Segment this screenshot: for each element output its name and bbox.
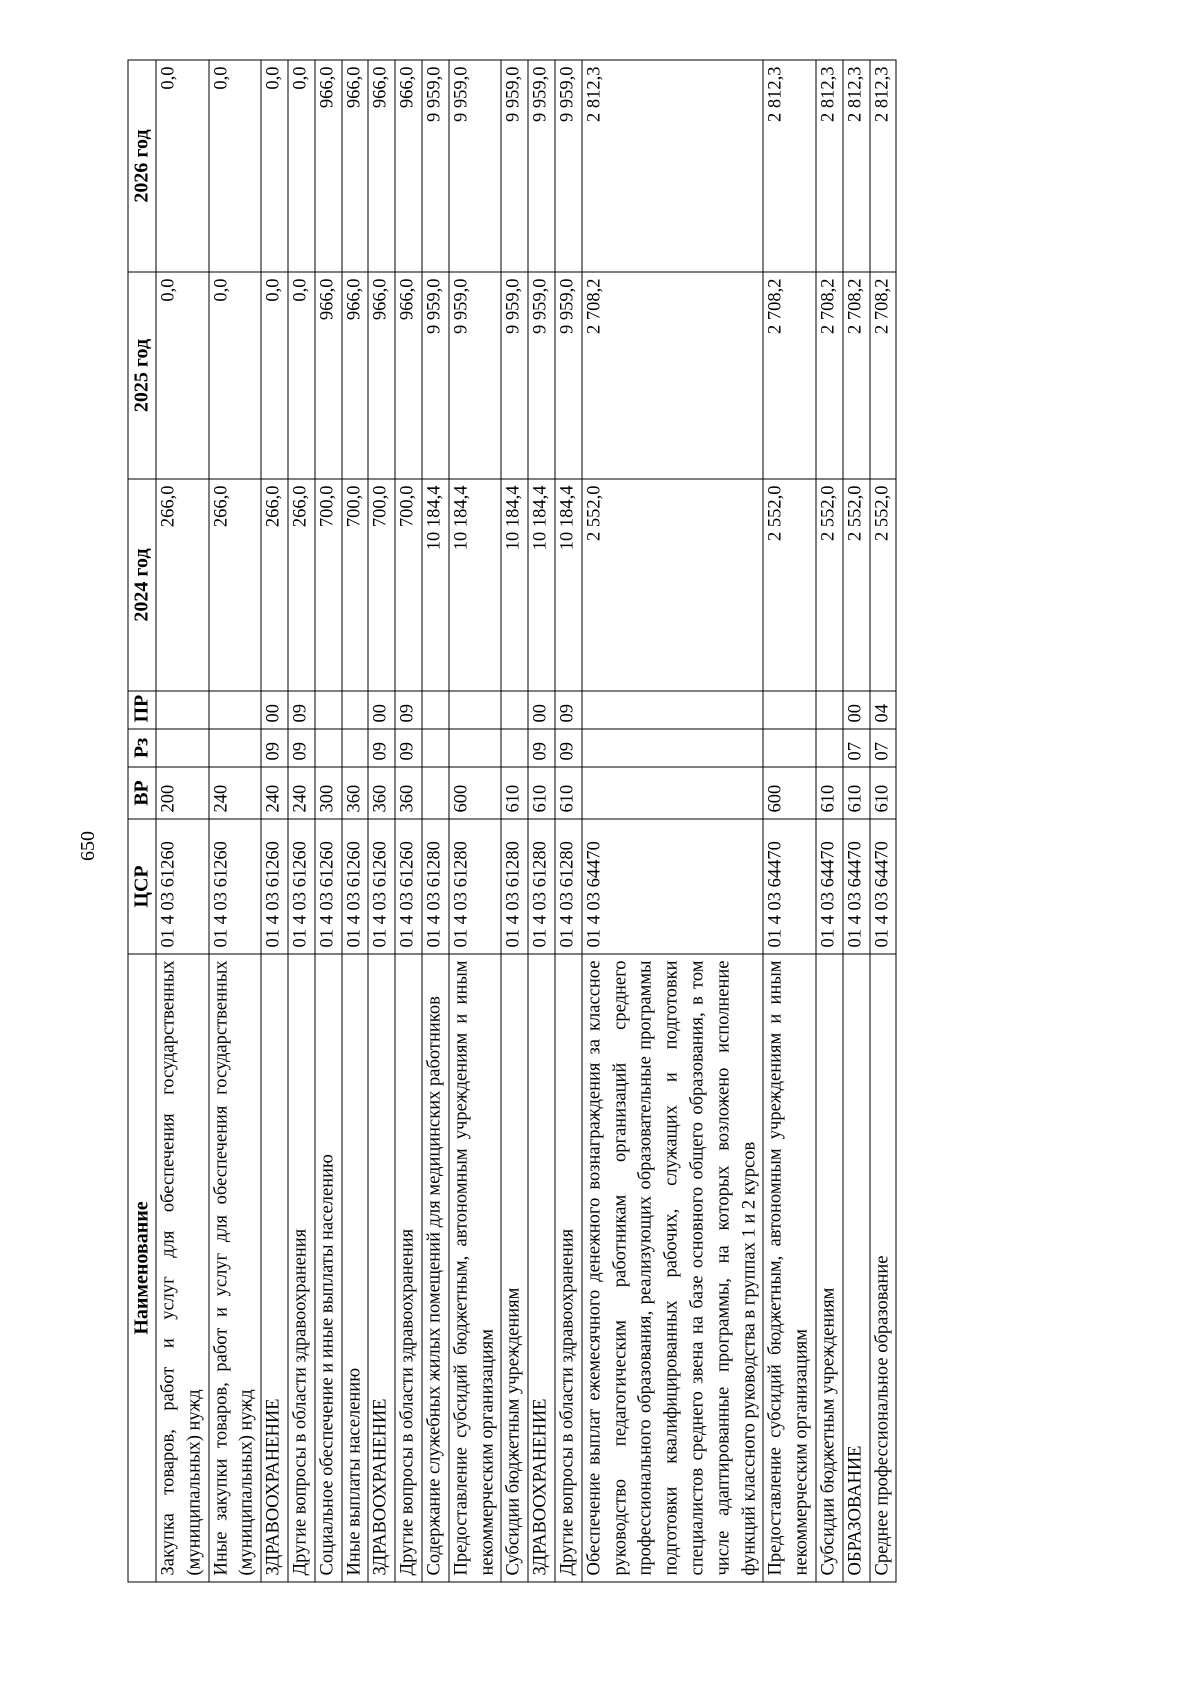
cell-2024: 10 184,4 bbox=[528, 479, 555, 691]
cell-2025: 9 959,0 bbox=[501, 272, 528, 479]
table-row bbox=[395, 60, 422, 1582]
cell-2024: 266,0 bbox=[288, 479, 315, 691]
cell-pr bbox=[501, 691, 528, 729]
cell-rz bbox=[422, 729, 449, 767]
cell-pr bbox=[582, 691, 764, 729]
cell-csr: 01 4 03 64470 bbox=[843, 819, 870, 954]
header-rz: Рз bbox=[128, 729, 156, 767]
cell-name: ЗДРАВООХРАНЕНИЕ bbox=[368, 954, 395, 1582]
header-2024: 2024 год bbox=[128, 479, 156, 691]
table-row bbox=[582, 60, 764, 1582]
cell-2026: 9 959,0 bbox=[528, 60, 555, 272]
cell-2026: 966,0 bbox=[368, 60, 395, 272]
cell-rz: 07 bbox=[843, 729, 870, 767]
header-name: Наименование bbox=[128, 954, 156, 1582]
cell-2025: 9 959,0 bbox=[449, 272, 502, 479]
table-row bbox=[342, 60, 369, 1582]
table-row bbox=[555, 60, 582, 1582]
cell-rz: 09 bbox=[288, 729, 315, 767]
budget-table bbox=[128, 59, 897, 1582]
table-row bbox=[315, 60, 342, 1582]
table-row bbox=[422, 60, 449, 1582]
cell-vr: 240 bbox=[261, 767, 288, 819]
cell-2024: 266,0 bbox=[209, 479, 262, 691]
cell-2024: 266,0 bbox=[261, 479, 288, 691]
cell-csr: 01 4 03 61260 bbox=[315, 819, 342, 954]
cell-csr: 01 4 03 61280 bbox=[528, 819, 555, 954]
cell-2026: 966,0 bbox=[395, 60, 422, 272]
cell-rz bbox=[501, 729, 528, 767]
cell-name: ЗДРАВООХРАНЕНИЕ bbox=[528, 954, 555, 1582]
cell-2025: 966,0 bbox=[342, 272, 369, 479]
table-row bbox=[870, 60, 897, 1582]
cell-vr: 610 bbox=[555, 767, 582, 819]
cell-2026: 2 812,3 bbox=[582, 60, 764, 272]
cell-2025: 2 708,2 bbox=[816, 272, 843, 479]
cell-2025: 0,0 bbox=[261, 272, 288, 479]
cell-rz bbox=[449, 729, 502, 767]
cell-rz: 09 bbox=[261, 729, 288, 767]
cell-csr: 01 4 03 61280 bbox=[449, 819, 502, 954]
header-vr: ВР bbox=[128, 767, 156, 819]
cell-vr: 610 bbox=[816, 767, 843, 819]
cell-2026: 9 959,0 bbox=[449, 60, 502, 272]
cell-pr bbox=[156, 691, 209, 729]
cell-vr: 300 bbox=[315, 767, 342, 819]
cell-2024: 10 184,4 bbox=[501, 479, 528, 691]
cell-2026: 2 812,3 bbox=[870, 60, 897, 272]
cell-csr: 01 4 03 61260 bbox=[342, 819, 369, 954]
cell-2025: 9 959,0 bbox=[555, 272, 582, 479]
cell-pr bbox=[763, 691, 816, 729]
cell-csr: 01 4 03 61260 bbox=[288, 819, 315, 954]
cell-rz: 07 bbox=[870, 729, 897, 767]
table-row bbox=[209, 60, 262, 1582]
table-row bbox=[816, 60, 843, 1582]
cell-2026: 9 959,0 bbox=[422, 60, 449, 272]
cell-name: Иные выплаты населению bbox=[342, 954, 369, 1582]
cell-vr: 600 bbox=[449, 767, 502, 819]
cell-vr: 610 bbox=[501, 767, 528, 819]
cell-csr: 01 4 03 61260 bbox=[395, 819, 422, 954]
cell-name: Предоставление субсидий бюджетным, автономным учреждениям и иным некоммерческим организациям bbox=[763, 954, 816, 1582]
cell-vr: 360 bbox=[368, 767, 395, 819]
cell-pr: 09 bbox=[288, 691, 315, 729]
cell-vr bbox=[422, 767, 449, 819]
cell-2025: 2 708,2 bbox=[870, 272, 897, 479]
cell-2026: 2 812,3 bbox=[816, 60, 843, 272]
cell-vr: 200 bbox=[156, 767, 209, 819]
table-row bbox=[843, 60, 870, 1582]
cell-rz: 09 bbox=[368, 729, 395, 767]
cell-pr: 09 bbox=[555, 691, 582, 729]
cell-pr: 00 bbox=[261, 691, 288, 729]
cell-name: Обеспечение выплат ежемесячного денежного вознаграждения за классное руководство педагогическим работникам организаций среднего профессионального образования, реализующих образовательные программы подготовки квалифицированных рабочих, служащих и подготовки специалистов среднего звена на базе основного общего образования, в том числе адаптированные программы, на которых возложено исполнение функций классного руководства в группах 1 и 2 курсов bbox=[582, 954, 764, 1582]
header-pr: ПР bbox=[128, 691, 156, 729]
cell-name: Субсидии бюджетным учреждениям bbox=[501, 954, 528, 1582]
table-row bbox=[288, 60, 315, 1582]
cell-vr: 600 bbox=[763, 767, 816, 819]
cell-pr bbox=[816, 691, 843, 729]
table-row bbox=[449, 60, 502, 1582]
cell-csr: 01 4 03 64470 bbox=[870, 819, 897, 954]
cell-2024: 2 552,0 bbox=[816, 479, 843, 691]
cell-name: Другие вопросы в области здравоохранения bbox=[395, 954, 422, 1582]
cell-rz bbox=[816, 729, 843, 767]
cell-rz bbox=[763, 729, 816, 767]
cell-vr: 610 bbox=[843, 767, 870, 819]
cell-name: Иные закупки товаров, работ и услуг для обеспечения государственных (муниципальных) нужд bbox=[209, 954, 262, 1582]
cell-pr: 00 bbox=[528, 691, 555, 729]
cell-2026: 2 812,3 bbox=[843, 60, 870, 272]
header-csr: ЦСР bbox=[128, 819, 156, 954]
cell-csr: 01 4 03 64470 bbox=[763, 819, 816, 954]
cell-2024: 700,0 bbox=[315, 479, 342, 691]
cell-pr bbox=[315, 691, 342, 729]
cell-name: Содержание служебных жилых помещений для медицинских работников bbox=[422, 954, 449, 1582]
cell-name: Среднее профессиональное образование bbox=[870, 954, 897, 1582]
cell-pr bbox=[342, 691, 369, 729]
cell-vr: 360 bbox=[342, 767, 369, 819]
cell-2025: 0,0 bbox=[288, 272, 315, 479]
cell-pr: 04 bbox=[870, 691, 897, 729]
table-row bbox=[368, 60, 395, 1582]
cell-name: Закупка товаров, работ и услуг для обеспечения государственных (муниципальных) нужд bbox=[156, 954, 209, 1582]
cell-2024: 700,0 bbox=[395, 479, 422, 691]
cell-2025: 966,0 bbox=[395, 272, 422, 479]
cell-2024: 2 552,0 bbox=[763, 479, 816, 691]
cell-2026: 9 959,0 bbox=[501, 60, 528, 272]
cell-2024: 700,0 bbox=[368, 479, 395, 691]
cell-2026: 0,0 bbox=[288, 60, 315, 272]
cell-vr: 240 bbox=[288, 767, 315, 819]
cell-csr: 01 4 03 61260 bbox=[368, 819, 395, 954]
cell-2024: 700,0 bbox=[342, 479, 369, 691]
cell-rz: 09 bbox=[395, 729, 422, 767]
cell-vr: 610 bbox=[528, 767, 555, 819]
cell-rz bbox=[342, 729, 369, 767]
table-header-row bbox=[128, 60, 156, 1582]
cell-2026: 0,0 bbox=[156, 60, 209, 272]
cell-rz bbox=[315, 729, 342, 767]
cell-2025: 9 959,0 bbox=[422, 272, 449, 479]
cell-pr: 00 bbox=[368, 691, 395, 729]
cell-name: Другие вопросы в области здравоохранения bbox=[288, 954, 315, 1582]
cell-2026: 966,0 bbox=[342, 60, 369, 272]
cell-vr: 610 bbox=[870, 767, 897, 819]
cell-2024: 266,0 bbox=[156, 479, 209, 691]
cell-2025: 966,0 bbox=[315, 272, 342, 479]
cell-2026: 0,0 bbox=[261, 60, 288, 272]
cell-pr bbox=[422, 691, 449, 729]
cell-csr: 01 4 03 61280 bbox=[501, 819, 528, 954]
cell-2026: 966,0 bbox=[315, 60, 342, 272]
cell-name: Предоставление субсидий бюджетным, автономным учреждениям и иным некоммерческим организациям bbox=[449, 954, 502, 1582]
cell-name: ЗДРАВООХРАНЕНИЕ bbox=[261, 954, 288, 1582]
cell-2026: 2 812,3 bbox=[763, 60, 816, 272]
cell-rz bbox=[209, 729, 262, 767]
cell-2025: 2 708,2 bbox=[843, 272, 870, 479]
cell-2024: 2 552,0 bbox=[870, 479, 897, 691]
cell-rz bbox=[582, 729, 764, 767]
cell-pr bbox=[209, 691, 262, 729]
table-row bbox=[501, 60, 528, 1582]
cell-pr bbox=[449, 691, 502, 729]
cell-name: ОБРАЗОВАНИЕ bbox=[843, 954, 870, 1582]
cell-2025: 0,0 bbox=[156, 272, 209, 479]
table-row bbox=[261, 60, 288, 1582]
header-2026: 2026 год bbox=[128, 60, 156, 272]
cell-pr: 00 bbox=[843, 691, 870, 729]
table-row bbox=[528, 60, 555, 1582]
rotated-table-container bbox=[128, 60, 1063, 1582]
cell-name: Социальное обеспечение и иные выплаты населению bbox=[315, 954, 342, 1582]
cell-csr: 01 4 03 61260 bbox=[156, 819, 209, 954]
table-row bbox=[763, 60, 816, 1582]
cell-2025: 966,0 bbox=[368, 272, 395, 479]
cell-2025: 0,0 bbox=[209, 272, 262, 479]
cell-name: Субсидии бюджетным учреждениям bbox=[816, 954, 843, 1582]
cell-2024: 2 552,0 bbox=[843, 479, 870, 691]
cell-csr: 01 4 03 61280 bbox=[555, 819, 582, 954]
header-2025: 2025 год bbox=[128, 272, 156, 479]
cell-rz bbox=[156, 729, 209, 767]
cell-2024: 10 184,4 bbox=[555, 479, 582, 691]
cell-2025: 9 959,0 bbox=[528, 272, 555, 479]
table-body bbox=[156, 60, 896, 1582]
cell-2025: 2 708,2 bbox=[763, 272, 816, 479]
cell-vr bbox=[582, 767, 764, 819]
cell-csr: 01 4 03 64470 bbox=[816, 819, 843, 954]
cell-vr: 360 bbox=[395, 767, 422, 819]
cell-2024: 10 184,4 bbox=[422, 479, 449, 691]
cell-rz: 09 bbox=[555, 729, 582, 767]
cell-csr: 01 4 03 61260 bbox=[209, 819, 262, 954]
table-row bbox=[156, 60, 209, 1582]
page-number: 650 bbox=[77, 831, 99, 861]
cell-2024: 2 552,0 bbox=[582, 479, 764, 691]
cell-csr: 01 4 03 61280 bbox=[422, 819, 449, 954]
cell-2026: 9 959,0 bbox=[555, 60, 582, 272]
cell-2025: 2 708,2 bbox=[582, 272, 764, 479]
cell-vr: 240 bbox=[209, 767, 262, 819]
cell-pr: 09 bbox=[395, 691, 422, 729]
cell-csr: 01 4 03 64470 bbox=[582, 819, 764, 954]
cell-2024: 10 184,4 bbox=[449, 479, 502, 691]
cell-rz: 09 bbox=[528, 729, 555, 767]
cell-csr: 01 4 03 61260 bbox=[261, 819, 288, 954]
cell-name: Другие вопросы в области здравоохранения bbox=[555, 954, 582, 1582]
cell-2026: 0,0 bbox=[209, 60, 262, 272]
